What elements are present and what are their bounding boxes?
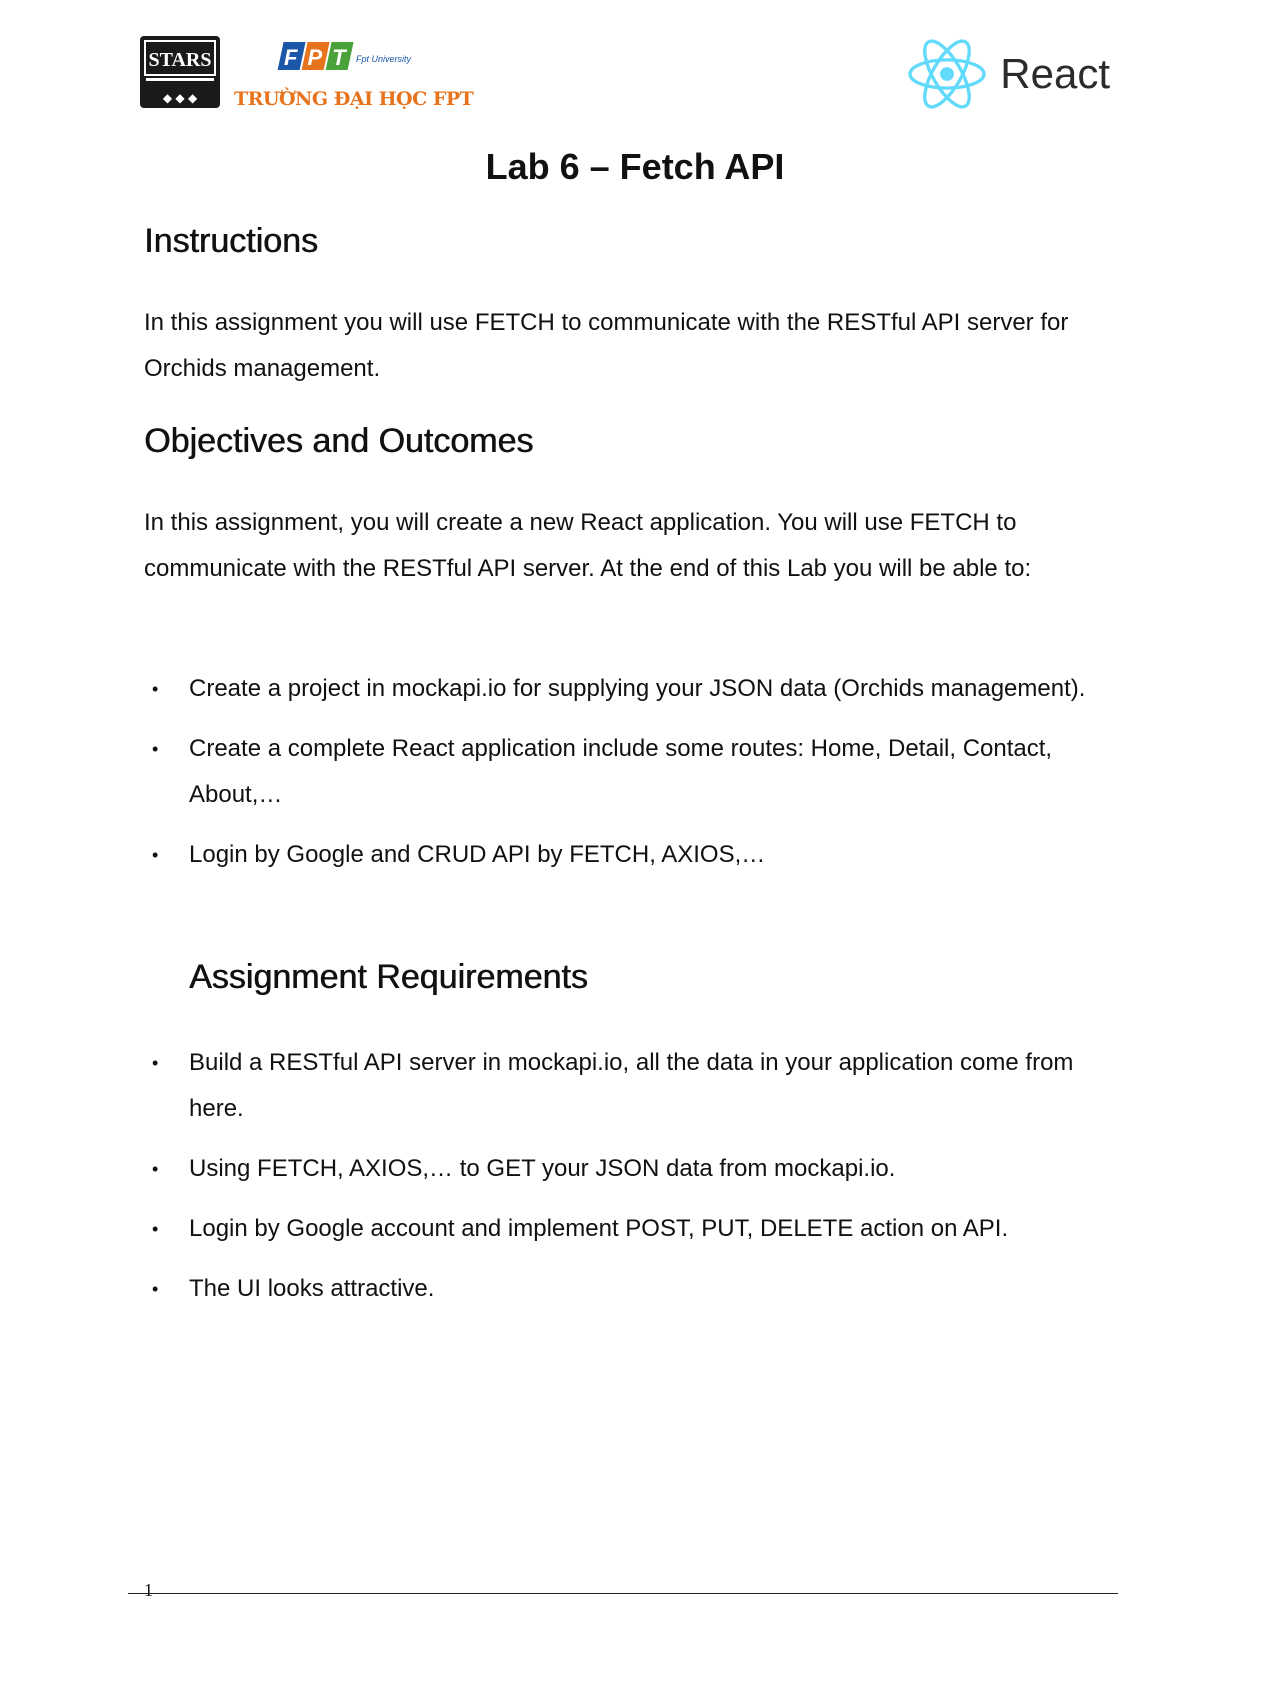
list-item-text: Build a RESTful API server in mockapi.io, all the data in your application come from here. [189, 1049, 1074, 1122]
fpt-letters: FPT [284, 45, 356, 70]
react-atom-icon [906, 37, 988, 111]
footer-divider [128, 1593, 1118, 1594]
requirements-list [144, 1040, 1112, 1326]
react-wordmark: React [1000, 50, 1110, 97]
list-item [144, 832, 1112, 878]
bullet-icon: • [152, 1159, 159, 1179]
list-item-text: Login by Google and CRUD API by FETCH, AXIOS,… [189, 841, 766, 868]
react-logo [906, 34, 1110, 114]
page-number: 1 [144, 1580, 153, 1600]
objectives-paragraph: In this assignment, you will create a new React application. You will use FETCH to communicate with the RESTful API server. At the end of this Lab you will be able to: [144, 509, 1032, 582]
objectives-heading: Objectives and Outcomes [144, 422, 534, 460]
bullet-icon: • [152, 1279, 159, 1299]
svg-text:◆ ◆ ◆: ◆ ◆ ◆ [162, 91, 198, 105]
fpt-subtitle: TRƯỜNG ĐẠI HỌC FPT [234, 88, 474, 110]
list-item-text: Create a project in mockapi.io for supplying your JSON data (Orchids management). [189, 675, 1086, 702]
instructions-heading: Instructions [144, 222, 318, 260]
list-item [144, 1266, 1112, 1312]
page-header [136, 28, 1116, 118]
bullet-icon: • [152, 1219, 159, 1239]
bullet-icon: • [152, 679, 159, 699]
bullet-icon: • [152, 1053, 159, 1073]
list-item-text: Using FETCH, AXIOS,… to GET your JSON data from mockapi.io. [189, 1155, 896, 1182]
fpt-tagline: Fpt University [356, 54, 412, 64]
bullet-icon: • [152, 845, 159, 865]
document-title: Lab 6 – Fetch API [485, 146, 785, 187]
stars-logo-text: STARS [148, 49, 212, 71]
fpt-university-logo [234, 36, 474, 112]
list-item [144, 1146, 1112, 1192]
list-item [144, 1040, 1112, 1132]
objectives-list [144, 666, 1112, 892]
stars-logo [140, 36, 220, 108]
list-item [144, 666, 1112, 712]
fpt-badge [274, 40, 412, 80]
list-item [144, 726, 1112, 818]
list-item [144, 1206, 1112, 1252]
list-item-text: Login by Google account and implement POST, PUT, DELETE action on API. [189, 1215, 1009, 1242]
list-item-text: Create a complete React application include some routes: Home, Detail, Contact, About,… [189, 735, 1053, 808]
bullet-icon: • [152, 739, 159, 759]
requirements-heading: Assignment Requirements [189, 958, 588, 996]
instructions-paragraph: In this assignment you will use FETCH to communicate with the RESTful API server for Orchids management. [144, 309, 1069, 382]
list-item-text: The UI looks attractive. [189, 1275, 435, 1302]
